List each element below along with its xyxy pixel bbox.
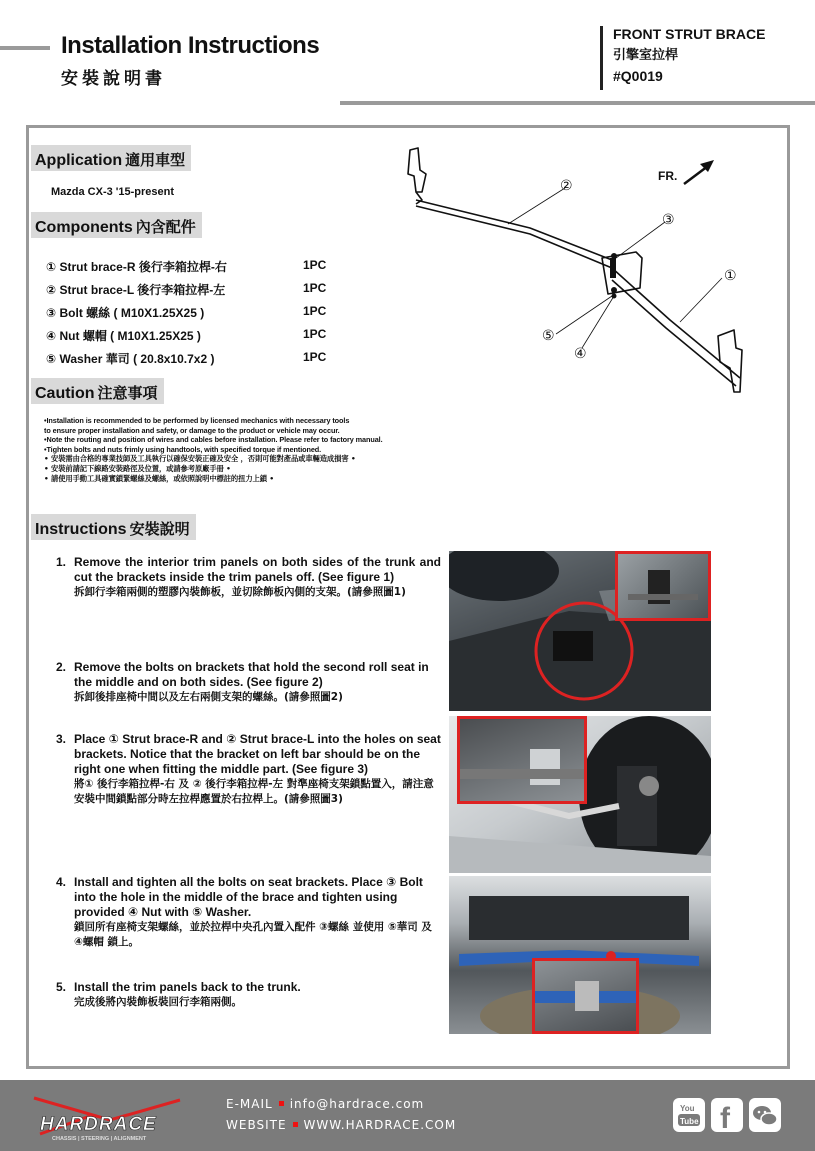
step-text-en: Place ① Strut brace-R and ② Strut brace-L into the holes on seat brackets. Notice that the bracket on left bar should be on the right one when fitting the middle part. (See figure 3) [74,732,441,776]
component-qty: 1PC [303,327,327,341]
footer [0,1080,815,1151]
caution-heading: Caution 注意事項 [31,378,164,404]
page-title: Installation Instructions [61,32,320,59]
figure-2-photo [449,716,711,873]
footer-email: E-MAIL info@hardrace.com [226,1097,425,1111]
wechat-icon[interactable] [749,1098,781,1132]
caution-line: •Tighten bolts and nuts frimly using handtools, with specified torque if mentioned. [44,444,322,454]
vehicle-model: Mazda CX-3 '15-present [51,186,175,198]
caution-list [44,416,514,483]
component-qty: 1PC [303,350,327,364]
caution-line: • 安裝需由合格的專業技師及工具執行以確保安裝正確及安全 ，否則可能對產品或車輛造成損害 • [44,454,356,464]
instruction-step: 5. Install the trim panels back to the trunk. 完成後將內裝飾板裝回行李箱兩側。 [56,980,441,1010]
direction-arrow-icon [684,160,714,184]
youtube-icon[interactable] [673,1098,705,1132]
instruction-step: 1. Remove the interior trim panels on both sides of the trunk and cut the brackets inside the trim panels off. (See figure 1) 拆卸行李箱兩側的塑膠內裝飾板，並切除飾板內側的支架。(請參照圖1) [56,555,441,598]
step-text-zh: 完成後將內裝飾板裝回行李箱兩側。 [74,996,242,1008]
figure-3-inset [532,958,639,1034]
component-qty: 1PC [303,304,327,318]
component-qty: 1PC [303,281,327,295]
callout-3: ③ [662,212,675,228]
component-item: ③ Bolt 螺絲 ( M10X1.25X25 ) [46,306,205,320]
instruction-step: 2. Remove the bolts on brackets that hold the second roll seat in the middle and on both sides. (See figure 2) 拆卸後排座椅中間以及左右兩側支架的螺絲。(請參照圖2) [56,660,441,705]
caution-line: • 請使用手動工具確實鎖緊螺絲及螺絲，或依照說明中標註的扭力上鎖 • [44,473,274,483]
component-item: ⑤ Washer 華司 ( 20.8x10.7x2 ) [46,352,215,366]
instruction-step: 3. Place ① Strut brace-R and ② Strut brace-L into the holes on seat brackets. Notice that the bracket on left bar should be on the right one when fitting the middle part. (See figure 3) 將① 後行李箱拉桿-右 及 ② 後行李箱拉桿-左 對準座椅支架鎖點置入，請注意安裝中間鎖點部分時左拉桿應置於右拉桿上。(請參照圖3) [56,732,441,805]
callout-1: ① [724,268,737,284]
application-heading: Application 適用車型 [31,145,191,171]
component-item: ② Strut brace-L 後行李箱拉桿-左 [46,283,226,297]
figure-2-inset [457,716,587,804]
step-text-en: Install and tighten all the bolts on seat brackets. Place ③ Bolt into the hole in the middle of the brace and tighten using provided ④ Nut with ⑤ Washer. [74,875,423,919]
step-text-zh: 將① 後行李箱拉桿-右 及 ② 後行李箱拉桿-左 對準座椅支架鎖點置入，請注意安裝中間鎖點部分時左拉桿應置於右拉桿上。(請參照圖3) [74,778,434,805]
caution-line: to ensure proper installation and safety, or damage to the product or vehicle may occur. [44,425,340,435]
page-subtitle-zh: 安裝說明書 [61,69,166,89]
svg-text:You: You [680,1104,695,1113]
step-text-zh: 鎖回所有座椅支架螺絲，並於拉桿中央孔內置入配件 ③螺絲 並使用 ⑤華司 及 ④螺帽 鎖上。 [74,921,432,948]
direction-label: FR. [658,169,678,183]
callout-4: ④ [574,346,587,362]
step-text-en: Remove the interior trim panels on both sides of the trunk and cut the brackets inside the trim panels off. (See figure 1) [74,555,441,584]
component-item: ① Strut brace-R 後行李箱拉桿-右 [46,260,227,274]
footer-website: WEBSITE WWW.HARDRACE.COM [226,1118,457,1132]
svg-text:Tube: Tube [680,1117,699,1126]
instructions-heading: Instructions 安裝說明 [31,514,196,540]
brand-tagline: CHASSIS | STEERING | ALIGNMENT [52,1136,147,1142]
email-link[interactable]: info@hardrace.com [289,1097,425,1111]
header-rule-right [340,101,815,105]
product-info [613,24,765,87]
components-heading: Components 內含配件 [31,212,202,238]
product-name-zh: 引擎室拉桿 [613,48,679,63]
facebook-icon[interactable] [711,1098,743,1132]
figure-1-inset [615,551,711,621]
hardrace-logo [30,1090,190,1142]
product-name-en: FRONT STRUT BRACE [613,26,766,42]
component-item: ④ Nut 螺帽 ( M10X1.25X25 ) [46,329,201,343]
caution-line: • 安裝前請記下線路安裝路徑及位置，或請參考原廠手冊 • [44,463,231,473]
callout-5: ⑤ [542,328,555,344]
component-qty: 1PC [303,258,327,272]
caution-line: •Installation is recommended to be performed by licensed mechanics with necessary tools [44,416,350,425]
brand-name: HARDRACE [40,1114,157,1135]
step-text-zh: 拆卸行李箱兩側的塑膠內裝飾板，並切除飾板內側的支架。(請參照圖1) [74,586,406,598]
parts-diagram [380,140,780,400]
step-text-en: Remove the bolts on brackets that hold the second roll seat in the middle and on both sides. (See figure 2) [74,660,429,689]
header-divider [600,26,603,90]
svg-text:f: f [720,1102,730,1132]
step-text-zh: 拆卸後排座椅中間以及左右兩側支架的螺絲。(請參照圖2) [74,691,343,703]
website-link[interactable]: WWW.HARDRACE.COM [303,1118,457,1132]
header-rule-left [0,46,50,50]
part-number: #Q0019 [613,68,663,84]
step-text-en: Install the trim panels back to the trunk. [74,980,301,994]
callout-2: ② [560,178,573,194]
figure-3-photo [449,876,711,1034]
instruction-step: 4. Install and tighten all the bolts on seat brackets. Place ③ Bolt into the hole in the middle of the brace and tighten using provided ④ Nut with ⑤ Washer. 鎖回所有座椅支架螺絲，並於拉桿中央孔內置入配件 ③螺絲 並使用 ⑤華司 及 ④螺帽 鎖上。 [56,875,441,950]
caution-line: •Note the routing and position of wires and cables before installation. Please refer to factory manual. [44,435,383,445]
figure-1-photo [449,551,711,711]
